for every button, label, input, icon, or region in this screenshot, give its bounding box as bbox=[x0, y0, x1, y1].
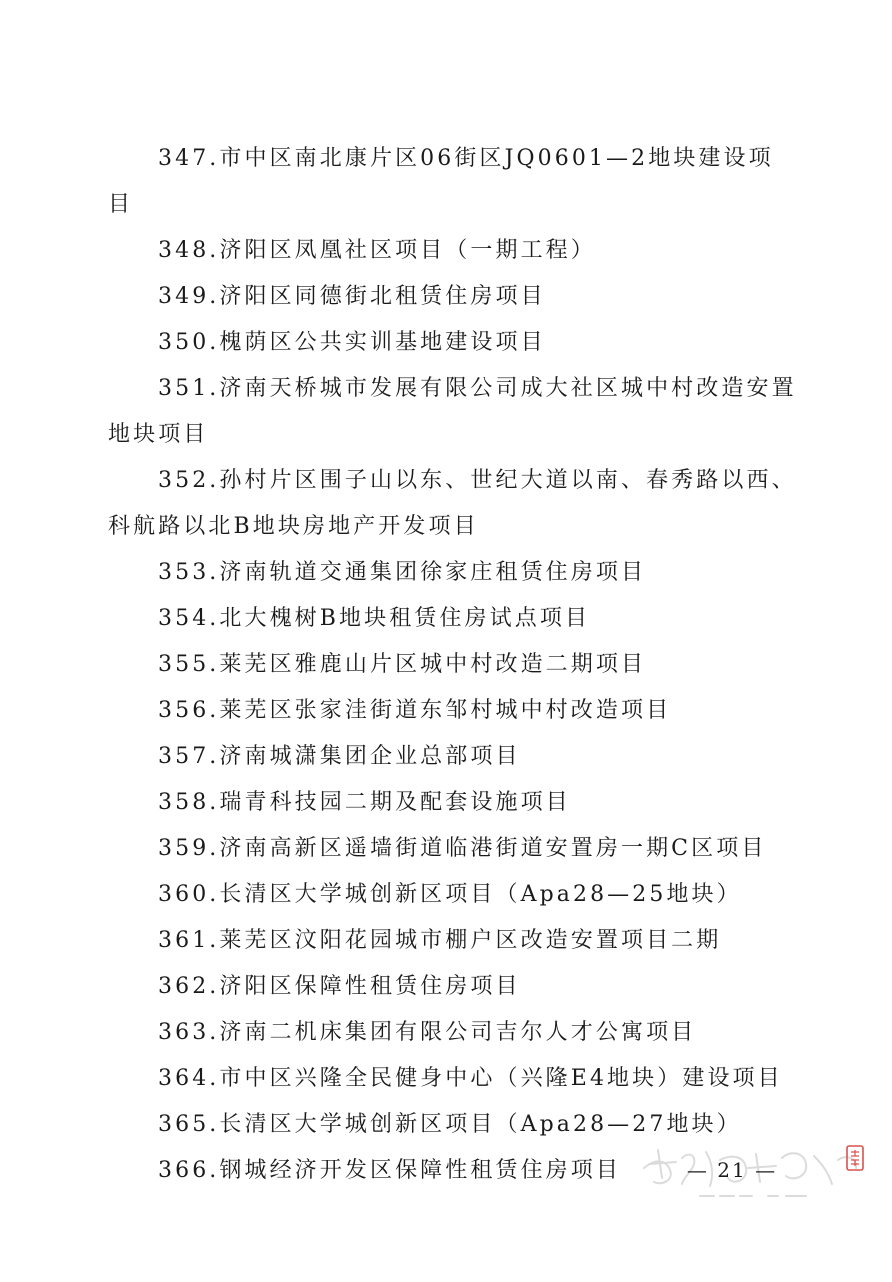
list-item: 360.长清区大学城创新区项目（Apa28—25地块） bbox=[158, 882, 742, 907]
list-item: 363.济南二机床集团有限公司吉尔人才公寓项目 bbox=[158, 1020, 697, 1045]
list-item: 361.莱芜区汶阳花园城市棚户区改造安置项目二期 bbox=[158, 928, 722, 953]
list-item: 350.槐荫区公共实训基地建设项目 bbox=[158, 330, 546, 355]
page-number: — 21 — bbox=[686, 1158, 778, 1182]
list-item: 359.济南高新区遥墙街道临港街道安置房一期C区项目 bbox=[158, 836, 767, 861]
list-item: 365.长清区大学城创新区项目（Apa28—27地块） bbox=[158, 1112, 742, 1137]
page-footer bbox=[0, 1153, 892, 1193]
list-item: 366.钢城经济开发区保障性租赁住房项目 bbox=[158, 1158, 621, 1183]
list-item: 349.济阳区同德街北租赁住房项目 bbox=[158, 284, 546, 309]
list-item: 352.孙村片区围子山以东、世纪大道以南、春秀路以西、科航路以北B地块房地产开发项目 bbox=[108, 468, 797, 539]
list-item: 354.北大槐树B地块租赁住房试点项目 bbox=[158, 606, 591, 631]
list-item: 362.济阳区保障性租赁住房项目 bbox=[158, 974, 521, 999]
list-item: 348.济阳区凤凰社区项目（一期工程） bbox=[158, 238, 596, 263]
list-item: 357.济南城潇集团企业总部项目 bbox=[158, 744, 521, 769]
list-item: 347.市中区南北康片区06街区JQ0601—2地块建设项目 bbox=[108, 146, 774, 217]
list-item: 364.市中区兴隆全民健身中心（兴隆E4地块）建设项目 bbox=[158, 1066, 783, 1091]
list-item: 355.莱芜区雅鹿山片区城中村改造二期项目 bbox=[158, 652, 647, 677]
list-item: 358.瑞青科技园二期及配套设施项目 bbox=[158, 790, 571, 815]
project-list bbox=[108, 136, 798, 1194]
list-item: 356.莱芜区张家洼街道东邹村城中村改造项目 bbox=[158, 698, 672, 723]
list-item: 351.济南天桥城市发展有限公司成大社区城中村改造安置地块项目 bbox=[108, 376, 797, 447]
list-item: 353.济南轨道交通集团徐家庄租赁住房项目 bbox=[158, 560, 647, 585]
